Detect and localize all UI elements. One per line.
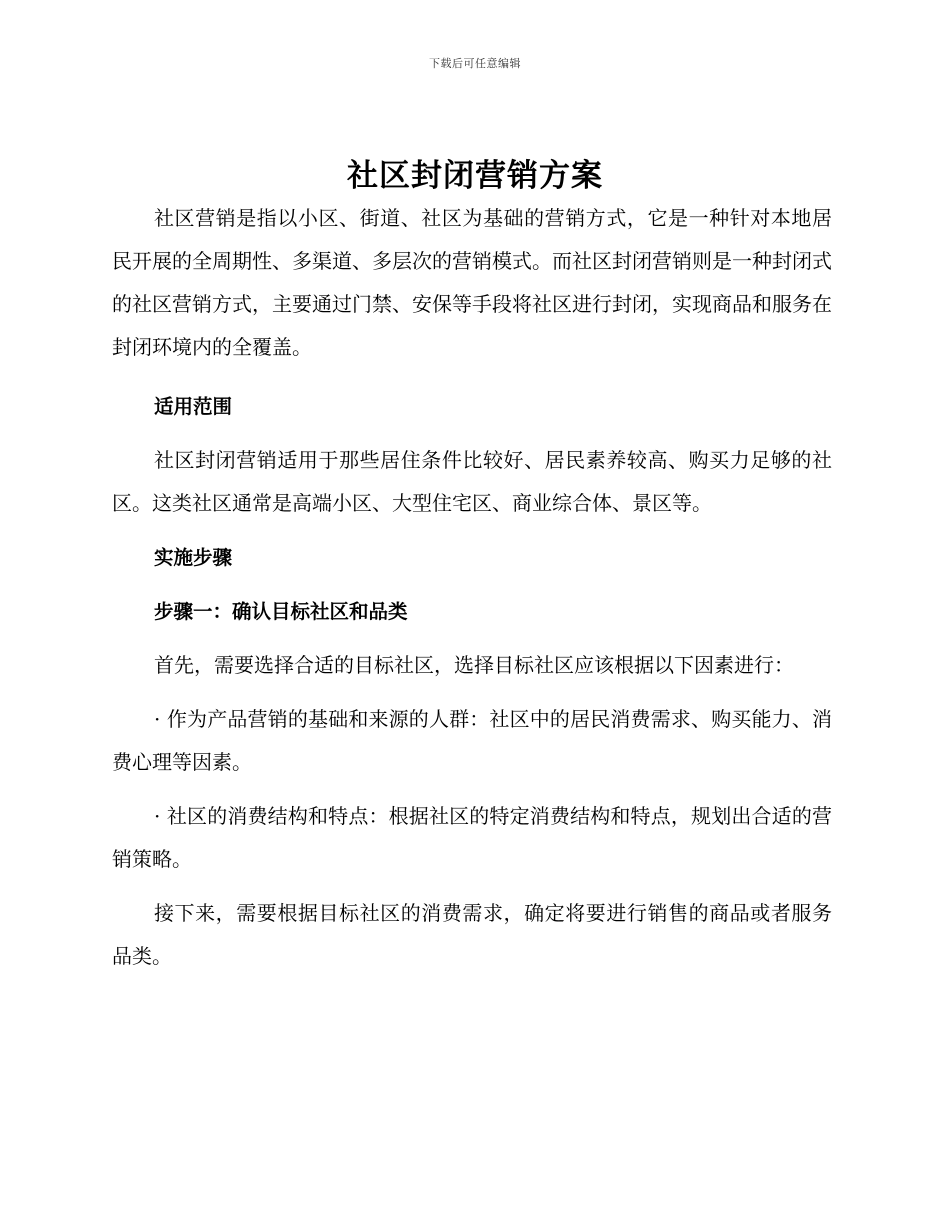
section-heading-scope: 适用范围 <box>154 395 233 418</box>
step1-intro-paragraph: 首先，需要选择合适的目标社区，选择目标社区应该根据以下因素进行： <box>154 653 794 677</box>
page-header-note: 下载后可任意编辑 <box>429 57 521 70</box>
scope-paragraph: 社区封闭营销适用于那些居住条件比较好、居民素养较高、购买力足够的社区。这类社区通常是高端小区、大型住宅区、商业综合体、景区等。 <box>112 448 832 515</box>
bullet-item-1: · 作为产品营销的基础和来源的人群：社区中的居民消费需求、购买能力、消费心理等因素。 <box>112 707 832 774</box>
section-heading-steps: 实施步骤 <box>154 546 233 569</box>
step1-next-paragraph: 接下来，需要根据目标社区的消费需求，确定将要进行销售的商品或者服务品类。 <box>112 901 832 968</box>
step1-heading: 步骤一：确认目标社区和品类 <box>154 600 408 623</box>
bullet-item-2: · 社区的消费结构和特点：根据社区的特定消费结构和特点，规划出合适的营销策略。 <box>112 804 832 871</box>
intro-paragraph: 社区营销是指以小区、街道、社区为基础的营销方式，它是一种针对本地居民开展的全周期性、多渠道、多层次的营销模式。而社区封闭营销则是一种封闭式的社区营销方式，主要通过门禁、安保等手段将社区进行封闭，实现商品和服务在封闭环境内的全覆盖。 <box>112 206 832 359</box>
page-title: 社区封闭营销方案 <box>347 158 603 194</box>
document-body <box>112 197 832 989</box>
